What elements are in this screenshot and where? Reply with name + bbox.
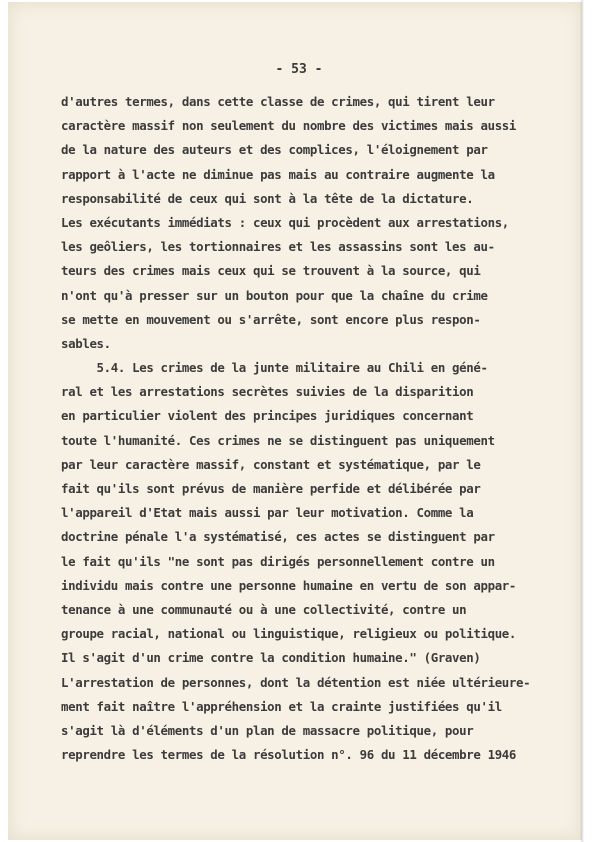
text-line: le fait qu'ils "ne sont pas dirigés personnellement contre un <box>61 553 495 569</box>
text-line: rapport à l'acte ne diminue pas mais au contraire augmente la <box>61 166 495 182</box>
text-line: l'appareil d'Etat mais aussi par leur motivation. Comme la <box>61 505 474 521</box>
text-line: toute l'humanité. Ces crimes ne se distinguent pas uniquement <box>61 432 495 448</box>
text-line: d'autres termes, dans cette classe de crimes, qui tirent leur <box>61 94 495 109</box>
text-line: de la nature des auteurs et des complices, l'éloignement par <box>61 142 488 158</box>
text-line: groupe racial, national ou linguistique, religieux ou politique. <box>61 626 517 642</box>
text-line: reprendre les termes de la résolution n°. 96 du 11 décembre 1946 <box>61 747 517 763</box>
text-line: ment fait naître l'appréhension et la crainte justifiées qu'il <box>61 698 502 714</box>
text-line: responsabilité de ceux qui sont à la tête de la dictature. <box>61 190 474 206</box>
text-line: teurs des crimes mais ceux qui se trouvent à la source, qui <box>61 263 481 279</box>
body-text <box>61 90 551 767</box>
text-line: L'arrestation de personnes, dont la détention est niée ultérieure- <box>61 674 531 690</box>
text-line: ral et les arrestations secrètes suivies de la disparition <box>61 384 474 400</box>
text-line: en particulier violent des principes juridiques concernant <box>61 408 474 424</box>
text-line: s'agit là d'éléments d'un plan de massacre politique, pour <box>61 722 474 738</box>
page-edge-shadow <box>580 0 584 842</box>
text-line: par leur caractère massif, constant et systématique, par le <box>61 456 481 472</box>
text-line: Les exécutants immédiats : ceux qui procèdent aux arrestations, <box>61 214 509 230</box>
text-line: se mette en mouvement ou s'arrête, sont encore plus respon- <box>61 311 481 327</box>
text-line: caractère massif non seulement du nombre des victimes mais aussi <box>61 118 517 134</box>
page-number: - 53 - <box>275 62 323 77</box>
text-line: sables. <box>61 335 111 351</box>
paragraph-start-line: 5.4. Les crimes de la junte militaire au Chili en géné- <box>61 360 488 376</box>
text-line: fait qu'ils sont prévus de manière perfide et délibérée par <box>61 481 481 496</box>
text-line: n'ont qu'à presser sur un bouton pour que la chaîne du crime <box>61 287 488 303</box>
text-line: les geôliers, les tortionnaires et les assassins sont les au- <box>61 239 495 255</box>
text-line: doctrine pénale l'a systématisé, ces actes se distinguent par <box>61 529 495 545</box>
text-line: tenance à une communauté ou à une collectivité, contre un <box>61 601 467 617</box>
text-line: individu mais contre une personne humaine en vertu de son appar- <box>61 577 517 593</box>
text-line: Il s'agit d'un crime contre la condition humaine." (Graven) <box>61 650 481 666</box>
